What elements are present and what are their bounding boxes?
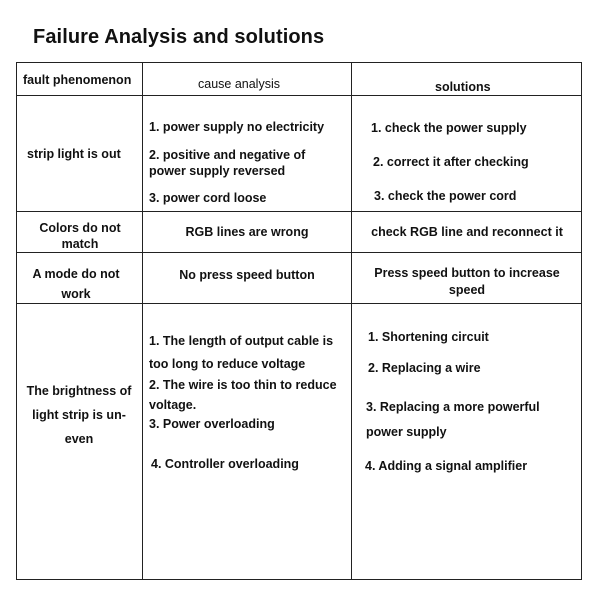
solution-item: Press speed button to increase speed: [374, 266, 560, 297]
cause-item: No press speed button: [179, 268, 315, 282]
solution-item: 2. Replacing a wire: [368, 361, 481, 375]
row-divider: [17, 252, 581, 253]
failure-analysis-table: [16, 62, 582, 580]
solution-item: check RGB line and reconnect it: [371, 225, 563, 239]
column-divider: [351, 63, 352, 579]
header-fault-phenomenon: fault phenomenon: [23, 73, 132, 87]
solution-item: 3. check the power cord: [374, 189, 517, 203]
fault-cell: The brightness of light strip is un-even: [26, 384, 132, 446]
solution-item: 4. Adding a signal amplifier: [365, 459, 528, 473]
solution-item: 1. check the power supply: [371, 121, 527, 135]
fault-cell: strip light is out: [27, 147, 121, 161]
solution-item: 3. Replacing a more powerful power supply: [366, 400, 540, 439]
solution-item: 2. correct it after checking: [373, 155, 529, 169]
fault-cell: Colors do not match: [39, 221, 121, 251]
cause-item: 3. Power overloading: [149, 417, 275, 431]
cause-item: RGB lines are wrong: [185, 225, 309, 239]
cause-item: 2. The wire is too thin to reduce voltage.: [149, 378, 337, 412]
fault-cell: A mode do not work: [32, 267, 120, 301]
cause-item: 2. positive and negative of power supply reversed: [149, 148, 306, 178]
cause-item: 4. Controller overloading: [151, 457, 299, 471]
row-divider: [17, 211, 581, 212]
solution-item: 1. Shortening circuit: [368, 330, 489, 344]
row-divider: [17, 95, 581, 96]
cause-item: 3. power cord loose: [149, 191, 267, 205]
cause-item: 1. power supply no electricity: [149, 120, 325, 134]
page-title: Failure Analysis and solutions: [33, 26, 325, 48]
header-solutions: solutions: [435, 80, 491, 94]
column-divider: [142, 63, 143, 579]
cause-item: 1. The length of output cable is too long to reduce voltage: [149, 334, 334, 371]
header-cause-analysis: cause analysis: [198, 77, 280, 91]
